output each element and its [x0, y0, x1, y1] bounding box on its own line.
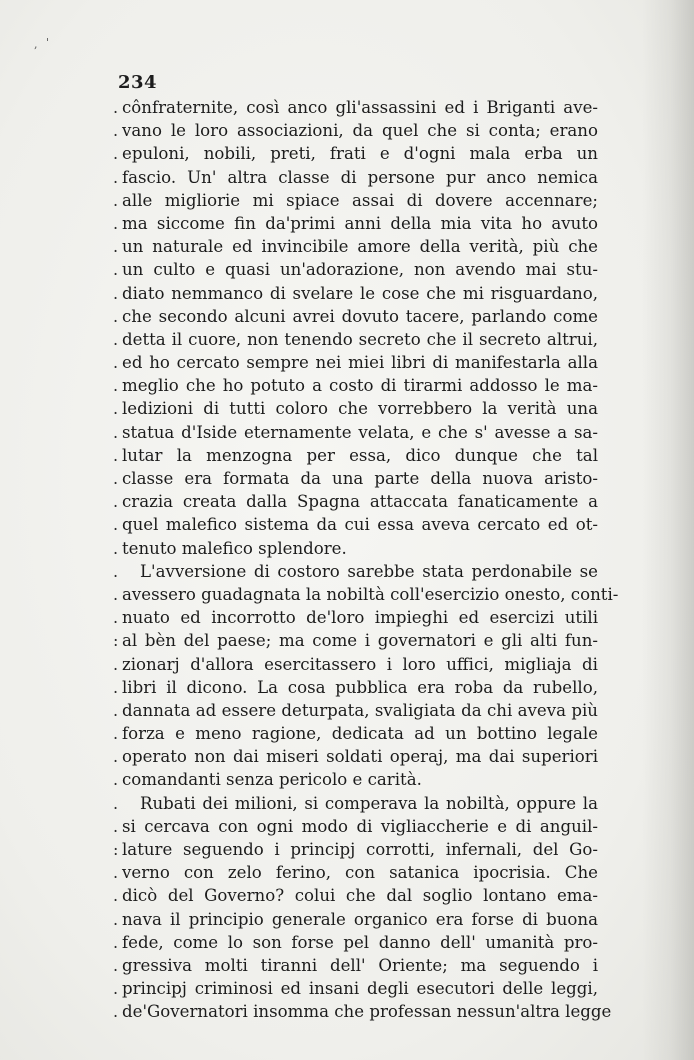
text-line: [113, 490, 598, 513]
line-text: gressiva molti tiranni dell' Oriente; ma seguendo i: [122, 955, 598, 975]
line-text: zionarj d'allora esercitassero i loro uffici, migliaja di: [122, 654, 598, 674]
margin-mark: .: [113, 700, 119, 720]
line-text: fede, come lo son forse pel danno dell' umanità pro-: [122, 932, 598, 952]
margin-mark: .: [113, 677, 119, 697]
line-text: dicò del Governo? colui che dal soglio lontano ema-: [122, 886, 598, 906]
margin-mark: .: [113, 816, 119, 836]
text-line: [113, 513, 598, 536]
margin-mark: .: [113, 608, 119, 628]
line-text: cônfraternite, così anco gli'assassini ed i Briganti ave-: [122, 98, 598, 117]
text-line: [113, 119, 598, 142]
margin-mark: .: [113, 793, 119, 813]
line-text: un naturale ed invincibile amore della verità, più che: [122, 237, 598, 257]
margin-mark: .: [113, 121, 119, 141]
text-line: [113, 444, 598, 467]
line-text: un culto e quasi un'adorazione, non avendo mai stu-: [122, 260, 598, 280]
line-text: avessero guadagnata la nobiltà coll'esercizio onesto, conti-: [122, 584, 619, 604]
line-text: principj criminosi ed insani degli esecutori delle leggi,: [122, 979, 598, 999]
text-line: [113, 768, 598, 791]
margin-mark: .: [113, 260, 119, 280]
line-text: quel malefico sistema da cui essa aveva cercato ed ot-: [122, 515, 598, 535]
text-line: [113, 258, 598, 281]
margin-mark: .: [113, 909, 119, 929]
margin-mark: .: [113, 167, 119, 187]
text-line: [113, 606, 598, 629]
margin-mark: :: [113, 840, 119, 859]
margin-mark: .: [113, 237, 119, 257]
margin-mark: :: [113, 631, 119, 651]
margin-mark: .: [113, 724, 119, 744]
margin-mark: .: [113, 654, 119, 674]
margin-mark: .: [113, 863, 119, 883]
text-line: [113, 977, 598, 1000]
margin-mark: .: [113, 770, 119, 790]
text-line: [113, 142, 598, 165]
text-line: [113, 583, 619, 606]
line-text: diato nemmanco di svelare le cose che mi risguardano,: [122, 283, 598, 303]
line-text: ledizioni di tutti coloro che vorrebbero la verità una: [122, 399, 598, 419]
line-text: ma siccome fin da'primi anni della mia vita ho avuto: [122, 213, 598, 233]
margin-mark: .: [113, 955, 119, 975]
text-line: [113, 235, 598, 258]
line-text: fascio. Un' altra classe di persone pur anco nemica: [122, 167, 598, 187]
line-text: dannata ad essere deturpata, svaligiata da chi aveva più: [122, 700, 598, 720]
margin-mark: .: [113, 422, 119, 442]
line-text: lutar la menzogna per essa, dico dunque che tal: [122, 445, 598, 465]
margin-mark: .: [113, 469, 119, 488]
text-line: [113, 745, 598, 768]
line-text: statua d'Iside eternamente velata, e che s' avesse a sa-: [122, 422, 598, 442]
text-line: [113, 374, 598, 397]
line-text: comandanti senza pericolo e carità.: [122, 770, 422, 790]
line-text: ed ho cercato sempre nei miei libri di manifestarla alla: [122, 353, 598, 373]
line-text: si cercava con ogni modo di vigliaccherie e di anguil-: [122, 816, 598, 836]
margin-mark: .: [113, 144, 119, 164]
text-line: [113, 96, 598, 119]
text-line: [113, 954, 598, 977]
text-line: [113, 537, 598, 560]
margin-mark: .: [113, 399, 119, 419]
page-number: 234: [118, 72, 158, 93]
text-line: [113, 166, 598, 189]
line-text: verno con zelo ferino, con satanica ipocrisia. Che: [122, 863, 598, 883]
text-line: [113, 653, 598, 676]
line-text: alle migliorie mi spiace assai di dovere accennare;: [122, 190, 598, 210]
binding-shadow: [642, 0, 694, 1060]
margin-mark: .: [113, 932, 119, 952]
line-text: nava il principio generale organico era forse di buona: [122, 909, 598, 929]
text-line: [113, 815, 598, 838]
margin-mark: .: [113, 515, 119, 535]
line-text: detta il cuore, non tenendo secreto che il secreto altrui,: [122, 329, 598, 349]
line-text: operato non dai miseri soldati operaj, ma dai superiori: [122, 747, 598, 767]
line-text: lature seguendo i principj corrotti, infernali, del Go-: [122, 840, 598, 859]
text-line: [113, 722, 598, 745]
text-line: [113, 908, 598, 931]
margin-mark: .: [113, 747, 119, 767]
ink-speck: ,: [34, 38, 38, 51]
margin-mark: .: [113, 98, 119, 117]
line-text: classe era formata da una parte della nuova aristo-: [122, 469, 598, 488]
margin-mark: .: [113, 584, 119, 604]
line-text: libri il dicono. La cosa pubblica era roba da rubello,: [122, 677, 598, 697]
margin-mark: .: [113, 353, 119, 373]
text-line: [113, 861, 598, 884]
text-line: [113, 884, 598, 907]
body-text: [113, 96, 619, 1024]
line-text: al bèn del paese; ma come i governatori e gli alti fun-: [122, 631, 598, 651]
text-line: [113, 931, 598, 954]
text-line: [113, 699, 598, 722]
line-text: che secondo alcuni avrei dovuto tacere, parlando come: [122, 306, 598, 326]
line-text: L'avversione di costoro sarebbe stata perdonabile se: [140, 561, 598, 581]
text-line: [113, 467, 598, 490]
line-text: epuloni, nobili, preti, frati e d'ogni mala erba un: [122, 144, 598, 164]
margin-mark: .: [113, 538, 119, 558]
text-line: [113, 629, 598, 652]
text-line: [113, 305, 598, 328]
margin-mark: .: [113, 213, 119, 233]
line-text: de'Governatori insomma che professan nessun'altra legge: [122, 1002, 612, 1022]
margin-mark: .: [113, 445, 119, 465]
text-line: [113, 421, 598, 444]
margin-mark: .: [113, 329, 119, 349]
text-line: [113, 676, 598, 699]
margin-mark: .: [113, 376, 119, 396]
text-line: [113, 189, 598, 212]
text-line: [113, 397, 598, 420]
margin-mark: .: [113, 190, 119, 210]
line-text: tenuto malefico splendore.: [122, 538, 347, 558]
margin-mark: .: [113, 1002, 119, 1022]
text-line: [113, 328, 598, 351]
ink-speck: ': [46, 36, 50, 49]
text-line: [113, 792, 598, 815]
text-line: [113, 282, 598, 305]
text-line: [113, 1000, 612, 1023]
line-text: Rubati dei milioni, si comperava la nobiltà, oppure la: [140, 793, 598, 813]
text-line: [113, 560, 598, 583]
text-line: [113, 351, 598, 374]
text-line: [113, 838, 598, 861]
margin-mark: .: [113, 492, 119, 512]
line-text: crazia creata dalla Spagna attaccata fanaticamente a: [122, 492, 598, 512]
margin-mark: .: [113, 306, 119, 326]
margin-mark: .: [113, 561, 119, 581]
margin-mark: .: [113, 886, 119, 906]
line-text: forza e meno ragione, dedicata ad un bottino legale: [122, 724, 598, 744]
line-text: vano le loro associazioni, da quel che si conta; erano: [122, 121, 598, 141]
margin-mark: .: [113, 979, 119, 999]
line-text: nuato ed incorrotto de'loro impieghi ed esercizi utili: [122, 608, 598, 628]
line-text: meglio che ho potuto a costo di tirarmi addosso le ma-: [122, 376, 598, 396]
margin-mark: .: [113, 283, 119, 303]
text-line: [113, 212, 598, 235]
